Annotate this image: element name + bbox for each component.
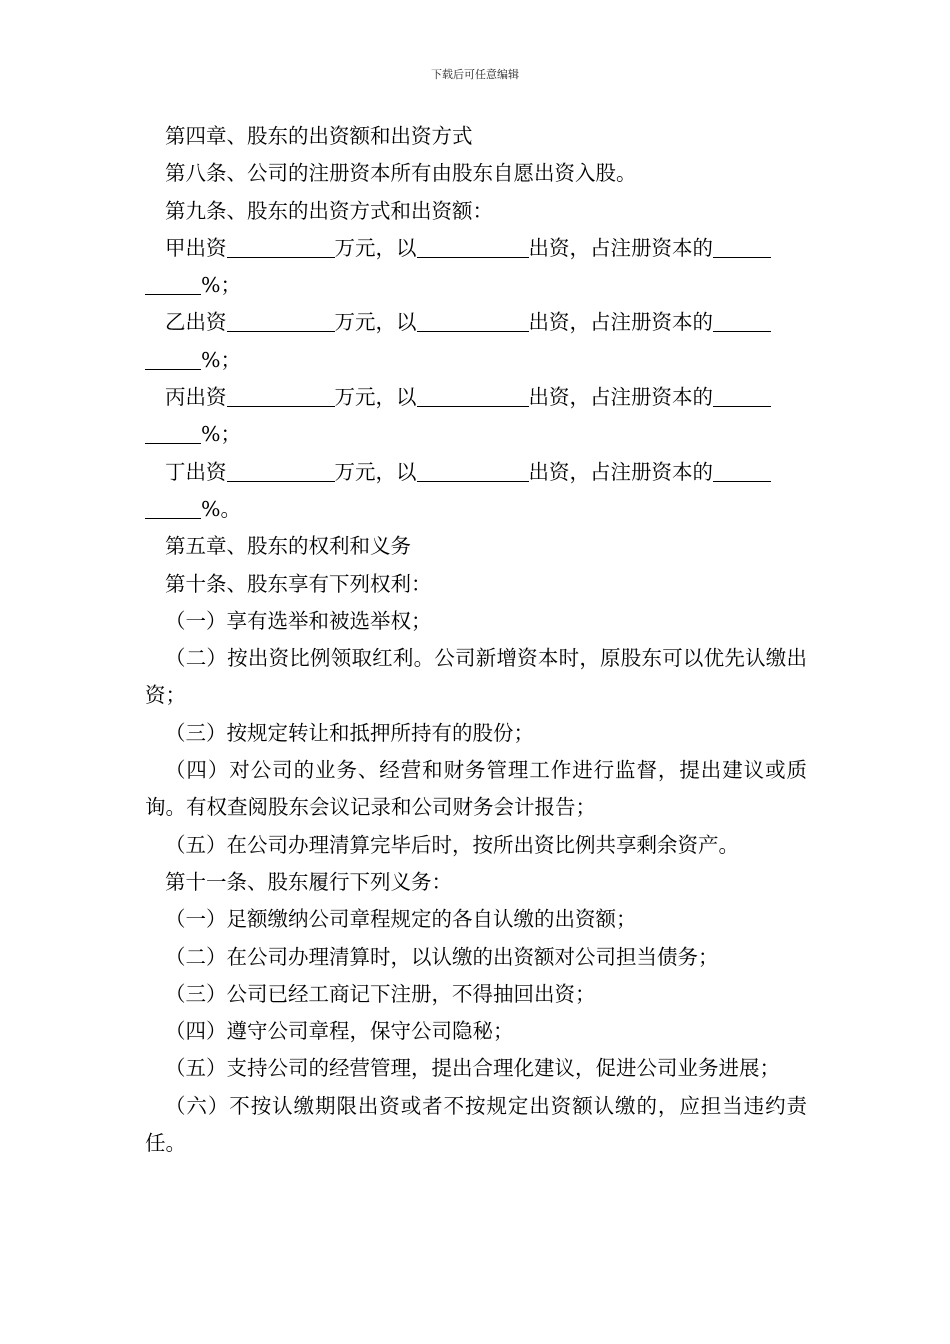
article-11: 第十一条、股东履行下列义务： — [165, 869, 452, 894]
document-body — [145, 118, 807, 1162]
ratio-text: 出资，占注册资本的 — [528, 310, 713, 335]
right-item: （五）在公司办理清算完毕后时，按所出资比例共享剩余资产。 — [165, 832, 739, 857]
unit-text: 万元，以 — [334, 235, 417, 260]
contribution-yi-cont — [145, 342, 807, 379]
method-blank[interactable] — [417, 384, 529, 407]
ratio-blank-cont[interactable] — [145, 421, 201, 444]
percent-text: %； — [201, 273, 241, 298]
ratio-blank[interactable] — [713, 384, 771, 407]
ratio-text: 出资，占注册资本的 — [528, 385, 713, 410]
contribution-jia — [145, 230, 807, 267]
amount-blank[interactable] — [227, 459, 335, 482]
contribution-ding — [145, 454, 807, 491]
amount-blank[interactable] — [227, 309, 335, 332]
duty-item: （六）不按认缴期限出资或者不按规定出资额认缴的，应担当违约责任。 — [145, 1093, 807, 1156]
method-blank[interactable] — [417, 459, 529, 482]
duty-item: （二）在公司办理清算时，以认缴的出资额对公司担当债务； — [165, 944, 719, 969]
percent-text: %； — [201, 347, 241, 372]
article-10: 第十条、股东享有下列权利： — [165, 571, 432, 596]
ratio-blank[interactable] — [713, 459, 771, 482]
amount-blank[interactable] — [227, 384, 335, 407]
ratio-text: 出资，占注册资本的 — [528, 235, 713, 260]
contribution-bing — [145, 379, 807, 416]
duty-item: （三）公司已经工商记下注册，不得抽回出资； — [165, 981, 596, 1006]
chapter-5-heading: 第五章、股东的权利和义务 — [165, 534, 411, 559]
shareholder-name: 甲出资 — [165, 235, 227, 260]
unit-text: 万元，以 — [334, 459, 417, 484]
ratio-blank[interactable] — [713, 235, 771, 258]
percent-text: %。 — [201, 496, 241, 521]
ratio-text: 出资，占注册资本的 — [528, 459, 713, 484]
contribution-jia-cont — [145, 267, 807, 304]
ratio-blank-cont[interactable] — [145, 272, 201, 295]
ratio-blank[interactable] — [713, 309, 771, 332]
contribution-bing-cont — [145, 416, 807, 453]
amount-blank[interactable] — [227, 235, 335, 258]
percent-text: %； — [201, 422, 241, 447]
ratio-blank-cont[interactable] — [145, 347, 201, 370]
contribution-yi — [145, 304, 807, 341]
contribution-ding-cont — [145, 491, 807, 528]
right-item: （三）按规定转让和抵押所持有的股份； — [165, 720, 534, 745]
method-blank[interactable] — [417, 309, 529, 332]
shareholder-name: 乙出资 — [165, 310, 227, 335]
page-header: 下载后可任意编辑 — [431, 68, 519, 81]
duty-item: （四）遵守公司章程，保守公司隐秘； — [165, 1019, 514, 1044]
duty-item: （一）足额缴纳公司章程规定的各自认缴的出资额； — [165, 907, 637, 932]
chapter-4-heading: 第四章、股东的出资额和出资方式 — [165, 124, 473, 148]
shareholder-name: 丙出资 — [165, 385, 227, 410]
right-item: （二）按出资比例领取红利。公司新增资本时，原股东可以优先认缴出资； — [145, 646, 807, 708]
unit-text: 万元，以 — [334, 310, 417, 335]
duty-item: （五）支持公司的经营管理，提出合理化建议，促进公司业务进展； — [165, 1056, 780, 1081]
right-item: （四）对公司的业务、经营和财务管理工作进行监督，提出建议或质询。有权查阅股东会议记录和公司财务会计报告； — [145, 758, 807, 820]
right-item: （一）享有选举和被选举权； — [165, 608, 432, 633]
unit-text: 万元，以 — [334, 385, 417, 410]
method-blank[interactable] — [417, 235, 529, 258]
article-8: 第八条、公司的注册资本所有由股东自愿出资入股。 — [165, 161, 637, 186]
ratio-blank-cont[interactable] — [145, 496, 201, 519]
article-9: 第九条、股东的出资方式和出资额： — [165, 198, 493, 223]
shareholder-name: 丁出资 — [165, 459, 227, 484]
